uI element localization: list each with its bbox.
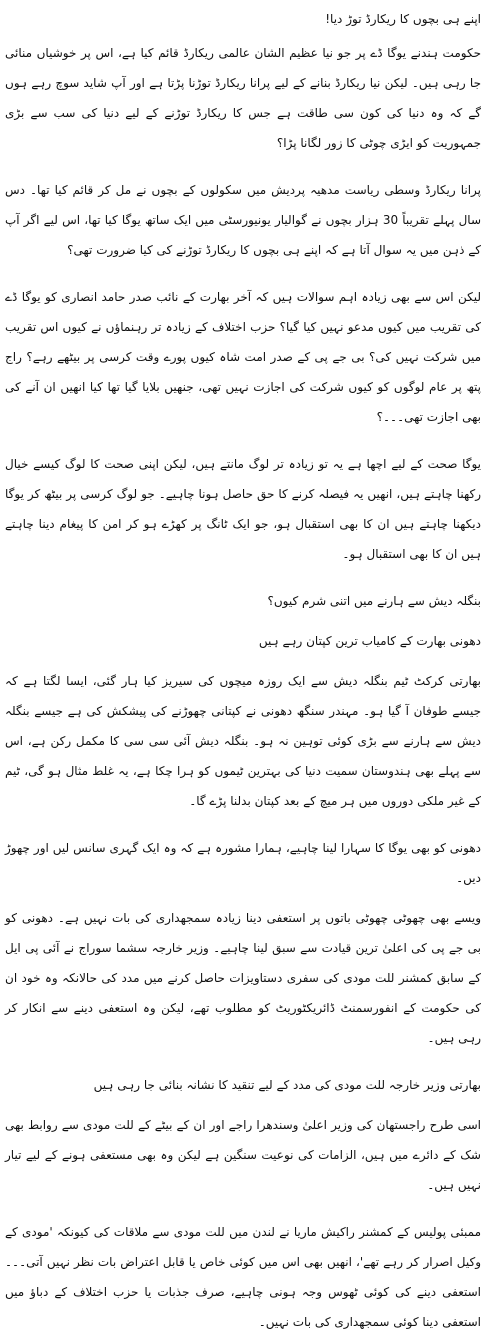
- paragraph: بھارتی کرکٹ ٹیم بنگلہ دیش سے ایک روزہ میچوں کی سیریز کیا ہار گئی، ایسا لگتا ہے کہ جیسے طوفان آ گیا ہو۔ مہندر سنگھ دھونی نے کپتانی چھوڑنے کی پیشکش کی ہے جیسے بنگلہ دیش سے ہارنے سے بڑی کوئی توہین نہ ہو۔ بنگلہ دیش آئی سی سی کا مکمل رکن ہے، اس سے پہلے بھی ہندوستان سمیت دنیا کی بہترین ٹیموں کو ہرا چکا ہے، یہ غلط مثال ہو گی، ٹیم کے غیر ملکی دوروں میں ہر میچ کے بعد کپتان بدلنا پڑے گا۔: [5, 674, 481, 808]
- paragraph: ویسے بھی چھوٹی چھوٹی باتوں پر استعفی دینا زیادہ سمجھداری کی بات نہیں ہے۔ دھونی کو بی جے پی کی اعلیٰ ترین قیادت سے سبق لینا چاہیے۔ وزیر خارجہ سشما سوراج نے آئی پی ایل کے سابق کمشنر للت مودی کی سفری دستاویزات حاصل کرنے میں مدد کی حالانکہ وہ خود ان کی حکومت کے انفورسمنٹ ڈائریکٹوریٹ کو مطلوب تھے، لیکن وہ استعفی دینے سے انکار کر رہی ہیں۔: [5, 911, 481, 1045]
- paragraph: یوگا صحت کے لیے اچھا ہے یہ تو زیادہ تر لوگ مانتے ہیں، لیکن اپنی صحت کا لوگ کیسے خیال رکھنا چاہتے ہیں، انھیں یہ فیصلہ کرنے کا حق حاصل ہونا چاہیے۔ جو لوگ کرسی پر بیٹھ کر یوگا دیکھنا چاہتے ہیں ان کا بھی استقبال ہو، جو ایک ٹانگ پر کھڑے ہو کر امن کا پیغام دینا چاہتے ہیں ان کا بھی استقبال ہو۔: [5, 457, 481, 561]
- paragraph: لیکن اس سے بھی زیادہ اہم سوالات ہیں کہ آخر بھارت کے نائب صدر حامد انصاری کو یوگا ڈے کی تقریب میں کیوں مدعو نہیں کیا گیا؟ حزب اختلاف کے زیادہ تر رہنماؤں نے کیوں اس تقریب میں شرکت نہیں کی؟ بی جے پی کے صدر امت شاہ کیوں پورے وقت کرسی پر بیٹھے رہے؟ راج پتھ پر عام لوگوں کو کیوں شرکت کی اجازت نہیں تھی، جنھیں بلایا گیا تھا کیا انھیں ان آنے کی بھی اجازت تھی۔۔۔؟: [5, 290, 481, 424]
- paragraph: پرانا ریکارڈ وسطی ریاست مدھیہ پردیش میں سکولوں کے بچوں نے مل کر قائم کیا تھا۔ دس سال پہلے تقریباً 30 ہزار بچوں نے گوالیار یونیورسٹی میں ایک ساتھ یوگا کیا تھا، اس لیے اگر آپ کے ذہن میں یہ سوال آتا ہے کہ اپنے ہی بچوں کا ریکارڈ توڑنے کی کیا ضرورت تھی؟: [5, 183, 482, 257]
- image-caption: دھونی بھارت کے کامیاب ترین کپتان رہے ہیں: [258, 634, 481, 648]
- paragraph: دھونی کو بھی یوگا کا سہارا لینا چاہیے، ہمارا مشورہ ہے کہ وہ ایک گہری سانس لیں اور چھوڑ دیں۔: [5, 841, 481, 885]
- paragraph: اسی طرح راجستھان کی وزیر اعلیٰ وسندھرا راجے اور ان کے بیٹے کے للت مودی سے روابط بھی شک کے دائرے میں ہیں، الزامات کی نوعیت سنگین ہے لیکن وہ بھی مستعفی ہونے کے لیے تیار نہیں ہیں۔: [5, 1118, 481, 1192]
- paragraph: حکومت ہندنے یوگا ڈے پر جو نیا عظیم الشان عالمی ریکارڈ قائم کیا ہے، اس پر خوشیاں منائی جا رہی ہیں۔ لیکن نیا ریکارڈ بنانے کے لیے پرانا ریکارڈ توڑنا پڑتا ہے اور آپ شاید سوچ رہے ہوں گے کہ وہ دنیا کی کون سی طاقت ہے جس کا ریکارڈ توڑنے کے لیے دنیا کی سب سے بڑی جمہوریت کو ایڑی چوٹی کا زور لگانا پڑا؟: [5, 46, 481, 150]
- section-heading: بنگلہ دیش سے ہارنے میں اتنی شرم کیوں؟: [267, 594, 481, 608]
- section-heading: اپنے ہی بچوں کا ریکارڈ توڑ دیا!: [325, 12, 481, 26]
- paragraph: ممبئی پولیس کے کمشنر راکیش ماریا نے لندن میں للت مودی سے ملاقات کی کیونکہ 'مودی کے وکیل اصرار کر رہے تھے'، انھیں بھی اس میں کوئی خاص یا قابل اعتراض بات نظر نہیں آتی۔۔۔ استعفی دینے کی کوئی ٹھوس وجہ ہونی چاہیے، صرف جذبات یا حزب اختلاف کے دباؤ میں استعفی دینا کوئی سمجھداری کی بات نہیں۔: [5, 1225, 481, 1329]
- image-caption: بھارتی وزیر خارجہ للت مودی کی مدد کے لیے تنقید کا نشانہ بنائی جا رہی ہیں: [93, 1078, 481, 1092]
